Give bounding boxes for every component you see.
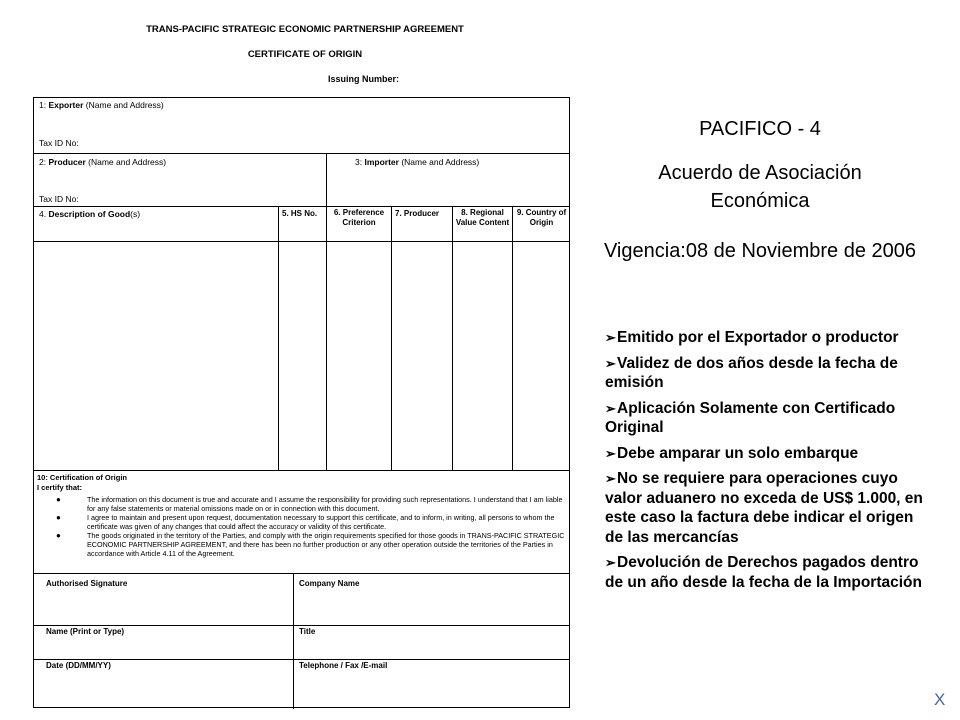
list-item: ➢No se requiere para operaciones cuyo valor aduanero no exceda de US$ 1.000, en este caso la factura debe indicar el origen de las mercancías	[605, 470, 923, 546]
divider	[34, 153, 569, 154]
arrow-bullet-icon: ➢	[605, 400, 616, 416]
tax-id-label: Tax ID No:	[39, 194, 79, 204]
tax-id-label: Tax ID No:	[39, 138, 79, 148]
list-item: ➢Debe amparar un solo embarque	[605, 444, 859, 462]
validity-date: Vigencia:08 de Noviembre de 2006	[603, 240, 917, 262]
form-title: TRANS-PACIFIC STRATEGIC ECONOMIC PARTNERSHIP AGREEMENT	[146, 24, 464, 35]
title-label: Title	[299, 627, 316, 636]
date-label: Date (DD/MM/YY)	[46, 661, 111, 670]
divider	[326, 153, 327, 206]
divider	[452, 206, 453, 470]
divider	[34, 206, 569, 207]
name-label: Name (Print or Type)	[46, 627, 125, 636]
close-link[interactable]: X	[934, 690, 946, 709]
company-name-label: Company Name	[299, 579, 360, 588]
col-regional-value-content: 8. Regional Value Content	[455, 208, 510, 227]
importer-label: 3: Importer (Name and Address)	[355, 157, 480, 167]
certification-item: ● The goods originated in the territory of the Parties, and comply with the origin requirements specified for those goods in TRANS-PACIFIC STRATEGIC ECONOMIC PARTNERSHIP AGREEMENT, and there has been no further production or any other operation outside the territories of the Parties in accordance with Article 4.11 of the Agreement.	[56, 531, 565, 558]
arrow-bullet-icon: ➢	[605, 471, 616, 486]
list-item: ➢Emitido por el Exportador o productor	[605, 329, 899, 346]
arrow-bullet-icon: ➢	[605, 330, 616, 345]
divider	[391, 206, 392, 470]
issuing-number-label: Issuing Number:	[328, 74, 400, 84]
col-description: 4. Description of Good(s)	[39, 209, 141, 219]
telephone-label: Telephone / Fax /E-mail	[299, 661, 388, 670]
divider	[34, 659, 569, 660]
list-item: ➢Aplicación Solamente con Certificado Original	[605, 399, 896, 436]
exporter-label: 1: Exporter (Name and Address)	[39, 100, 164, 110]
form-subtitle: CERTIFICATE OF ORIGIN	[247, 49, 363, 60]
arrow-bullet-icon: ➢	[605, 355, 616, 371]
divider	[293, 573, 294, 709]
col-preference-criterion: 6. Preference Criterion	[333, 208, 385, 227]
certification-title: 10: Certification of Origin	[37, 473, 128, 482]
divider	[34, 241, 569, 242]
col-country-of-origin: 9. Country of Origin	[516, 208, 567, 227]
divider	[34, 470, 569, 471]
requirements-list	[605, 328, 935, 598]
certification-list	[39, 496, 565, 559]
pacifico-title: PACIFICO - 4	[699, 118, 821, 140]
arrow-bullet-icon: ➢	[605, 555, 616, 570]
authorised-signature-label: Authorised Signature	[46, 579, 128, 588]
agreement-name-line1: Acuerdo de Asociación	[658, 162, 862, 184]
producer-label: 2: Producer (Name and Address)	[39, 157, 167, 167]
certification-item: ● The information on this document is true and accurate and I assume the responsibility for providing such representations. I understand that I am liable for any false statements or material omissions made on or in connection with this document.	[56, 495, 563, 513]
divider	[34, 625, 569, 626]
certificate-form	[33, 97, 570, 708]
list-item: ➢Validez de dos años desde la fecha de emisión	[605, 354, 898, 391]
divider	[34, 573, 569, 574]
col-producer: 7. Producer	[395, 209, 440, 218]
certify-label: I certify that:	[37, 483, 83, 492]
arrow-bullet-icon: ➢	[605, 445, 616, 461]
certification-item: ● I agree to maintain and present upon request, documentation necessary to support this certificate, and to inform, in writing, all persons to whom the certificate was given of any changes that could affect the accuracy or validity of this certificate.	[56, 513, 555, 531]
col-hs-no: 5. HS No.	[282, 209, 318, 218]
divider	[512, 206, 513, 470]
divider	[278, 206, 279, 470]
divider	[326, 206, 327, 470]
list-item: ➢Devolución de Derechos pagados dentro de un año desde la fecha de la Importación	[605, 554, 922, 591]
agreement-name-line2: Económica	[710, 190, 810, 212]
